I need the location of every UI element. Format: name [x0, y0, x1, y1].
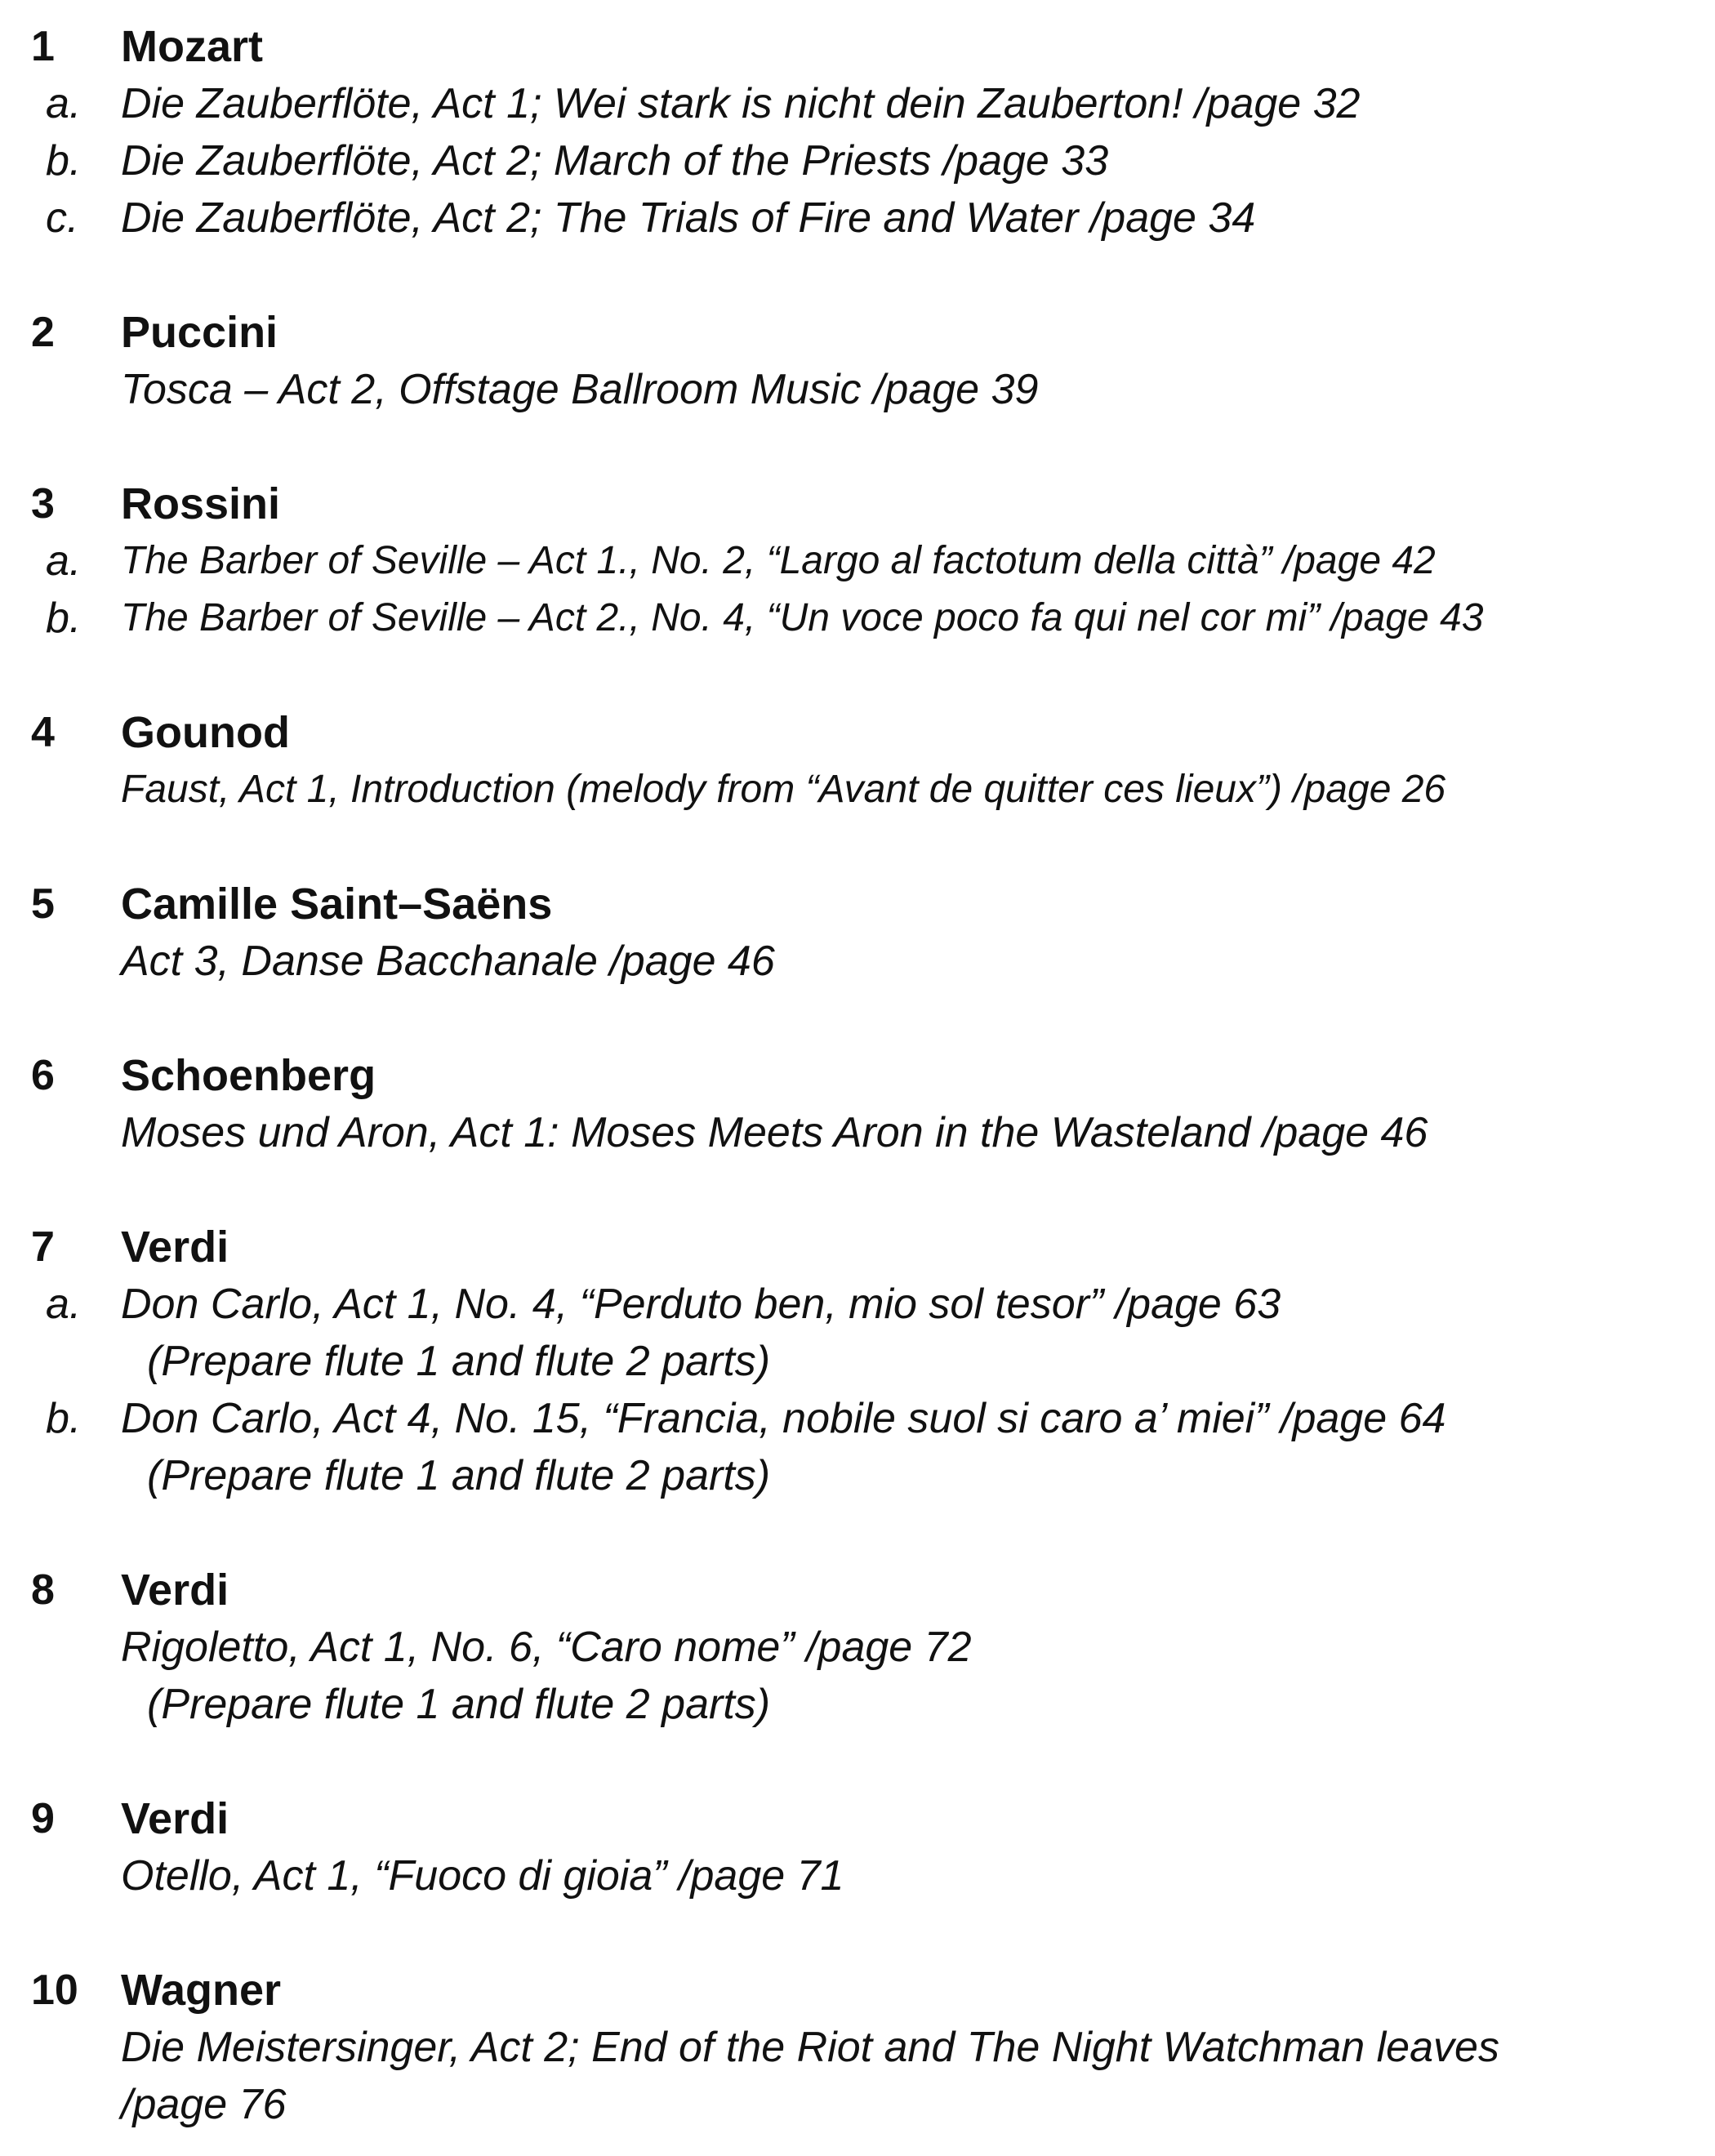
excerpt-line	[0, 1104, 1715, 1161]
item-letter: b.	[46, 1395, 82, 1442]
list-entry	[0, 1962, 1715, 2133]
composer-name: Verdi	[121, 1566, 229, 1615]
excerpt-title: Die Zauberflöte, Act 1; Wei stark is nicht dein Zauberton! /page 32	[121, 80, 1361, 127]
excerpt-line	[0, 1619, 1715, 1676]
excerpt-title: Faust, Act 1, Introduction (melody from “Avant de quitter ces lieux”) /page 26	[121, 768, 1446, 811]
list-entry	[0, 1047, 1715, 1161]
excerpt-line	[0, 1390, 1715, 1447]
entry-header	[0, 1218, 1715, 1276]
entry-number: 4	[31, 709, 55, 756]
composer-name: Mozart	[121, 22, 263, 71]
excerpt-note	[0, 1447, 1715, 1504]
composer-name: Verdi	[121, 1794, 229, 1843]
entry-header	[0, 1790, 1715, 1847]
entry-number: 9	[31, 1795, 55, 1842]
excerpt-title: Moses und Aron, Act 1: Moses Meets Aron in the Wasteland /page 46	[121, 1109, 1428, 1156]
entry-number: 7	[31, 1223, 55, 1271]
entry-number: 1	[31, 23, 55, 70]
list-entry	[0, 1561, 1715, 1733]
excerpt-note	[0, 1676, 1715, 1733]
list-entry	[0, 304, 1715, 418]
excerpt-title: Act 3, Danse Bacchanale /page 46	[121, 938, 775, 985]
entry-number: 10	[31, 1967, 78, 2014]
excerpt-line	[0, 189, 1715, 247]
excerpt-title: Die Meistersinger, Act 2; End of the Riot and The Night Watchman leaves	[121, 2024, 1499, 2071]
list-entry	[0, 18, 1715, 247]
composer-name: Verdi	[121, 1223, 229, 1272]
excerpt-note	[0, 1333, 1715, 1390]
item-letter: b.	[46, 137, 82, 185]
excerpt-line	[0, 761, 1715, 818]
excerpt-line	[0, 2076, 1715, 2133]
excerpt-title: Rigoletto, Act 1, No. 6, “Caro nome” /page 72	[121, 1624, 972, 1671]
entry-number: 3	[31, 480, 55, 528]
entry-header	[0, 18, 1715, 75]
list-entry	[0, 475, 1715, 647]
excerpt-note-text: (Prepare flute 1 and flute 2 parts)	[147, 1681, 771, 1728]
composer-name: Puccini	[121, 308, 278, 357]
excerpt-title: Otello, Act 1, “Fuoco di gioia” /page 71	[121, 1852, 844, 1900]
excerpt-line	[0, 132, 1715, 189]
entry-number: 6	[31, 1052, 55, 1099]
excerpt-line	[0, 2019, 1715, 2076]
excerpt-title: /page 76	[121, 2081, 287, 2128]
list-entry	[0, 875, 1715, 990]
entry-header	[0, 875, 1715, 933]
excerpt-line	[0, 590, 1715, 647]
entry-number: 5	[31, 880, 55, 928]
excerpt-title: Die Zauberflöte, Act 2; The Trials of Fire and Water /page 34	[121, 194, 1256, 242]
entry-header	[0, 475, 1715, 532]
item-letter: c.	[46, 194, 79, 242]
composer-name: Camille Saint–Saëns	[121, 880, 553, 929]
entry-number: 8	[31, 1566, 55, 1614]
entry-number: 2	[31, 309, 55, 356]
composer-name: Schoenberg	[121, 1051, 376, 1100]
excerpt-title: Die Zauberflöte, Act 2; March of the Priests /page 33	[121, 137, 1109, 185]
entry-header	[0, 1047, 1715, 1104]
excerpt-note-text: (Prepare flute 1 and flute 2 parts)	[147, 1452, 771, 1499]
excerpt-line	[0, 933, 1715, 990]
composer-name: Wagner	[121, 1966, 282, 2015]
excerpt-note-text: (Prepare flute 1 and flute 2 parts)	[147, 1338, 771, 1385]
excerpt-line	[0, 75, 1715, 132]
list-entry	[0, 1790, 1715, 1904]
excerpt-title: Don Carlo, Act 4, No. 15, “Francia, nobile suol si caro a’ miei” /page 64	[121, 1395, 1446, 1442]
item-letter: a.	[46, 80, 82, 127]
composer-name: Rossini	[121, 479, 281, 528]
excerpt-title: Tosca – Act 2, Offstage Ballroom Music /page 39	[121, 366, 1039, 413]
item-letter: a.	[46, 537, 82, 585]
excerpt-title: The Barber of Seville – Act 1., No. 2, “Largo al factotum della città” /page 42	[121, 539, 1436, 582]
excerpt-line	[0, 361, 1715, 418]
entry-header	[0, 704, 1715, 761]
item-letter: b.	[46, 595, 82, 642]
entry-header	[0, 304, 1715, 361]
list-entry	[0, 704, 1715, 818]
excerpt-title: Don Carlo, Act 1, No. 4, “Perduto ben, mio sol tesor” /page 63	[121, 1281, 1281, 1328]
excerpt-title: The Barber of Seville – Act 2., No. 4, “Un voce poco fa qui nel cor mi” /page 43	[121, 596, 1484, 639]
entry-header	[0, 1962, 1715, 2019]
excerpt-line	[0, 1847, 1715, 1904]
excerpt-line	[0, 1276, 1715, 1333]
item-letter: a.	[46, 1281, 82, 1328]
composer-name: Gounod	[121, 708, 290, 757]
list-entry	[0, 1218, 1715, 1504]
excerpt-line	[0, 532, 1715, 590]
entry-header	[0, 1561, 1715, 1619]
